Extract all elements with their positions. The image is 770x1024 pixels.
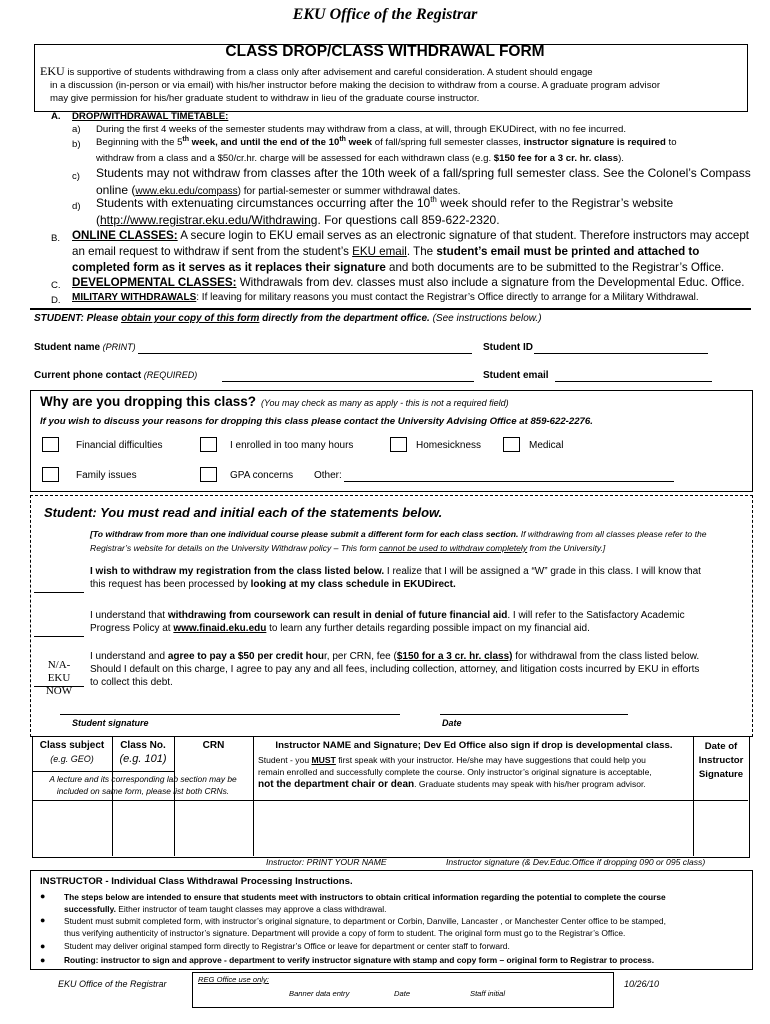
col-instructor-note: Student - you MUST first speak with your instructor. He/she may have suggestions that could help you remain enrolled and successfully complete the course. Only instructor’s original signature is acceptable, not the department chair or dean. Graduate students may speak with his/her program advisor.	[258, 755, 652, 790]
student-name-field[interactable]	[138, 353, 472, 354]
option-family: Family issues	[76, 470, 137, 481]
checkbox-too-many-hours[interactable]	[200, 437, 217, 452]
bullet-1: ●	[40, 891, 46, 901]
student-signature-label: Student signature	[72, 718, 149, 728]
na-eku-now: N/A- EKU NOW	[45, 659, 73, 697]
col-date-of-signature: Date of Instructor Signature	[698, 741, 744, 780]
row-divider-subject	[32, 771, 112, 772]
a-item-d-line2: (http://www.registrar.eku.edu/Withdrawing. For questions call 859-622-2320.	[96, 213, 500, 227]
section-b-letter: B.	[51, 233, 61, 244]
lab-note: A lecture and its corresponding lab section may be included on same form, please list both CRNs.	[49, 774, 237, 796]
section-a-title: DROP/WITHDRAWAL TIMETABLE:	[72, 111, 229, 122]
col-subject-eg: (e.g. GEO)	[50, 754, 94, 764]
instruction-4: Routing: instructor to sign and approve - department to verify instructor signature with stamp and copy form – original form to Registrar to process.	[64, 955, 655, 965]
reg-date-label: Date	[394, 989, 411, 998]
instructor-instructions-title: INSTRUCTOR - Individual Class Withdrawal Processing Instructions.	[40, 876, 353, 887]
instruction-1: The steps below are intended to ensure that students meet with instructors to obtain critical information regarding the potential to complete the course successfully. Either instructor of team taught classes may approve a class withdrawal.	[64, 892, 666, 914]
instructor-signature-area[interactable]	[254, 801, 693, 856]
option-too-many-hours: I enrolled in too many hours	[230, 440, 354, 451]
checkbox-gpa[interactable]	[200, 467, 217, 482]
compass-link[interactable]: www.eku.edu/compass	[135, 186, 238, 197]
bullet-4: ●	[40, 955, 46, 965]
why-discuss: If you wish to discuss your reasons for dropping this class please contact the University Advising Office at 859-622-2276.	[40, 416, 593, 427]
a-item-b-line2: withdraw from a class and a $50/cr.hr. charge will be assessed for each withdrawn class (e.g. $150 fee for a 3 cr. hr. class).	[96, 153, 624, 164]
col-class-no: Class No.	[120, 740, 166, 751]
checkbox-financial[interactable]	[42, 437, 59, 452]
a-item-d-text: Students with extenuating circumstances occurring after the 10th week should refer to the Registrar’s website	[96, 195, 674, 210]
divider	[30, 308, 751, 310]
student-date-field[interactable]	[440, 714, 628, 715]
why-title: Why are you dropping this class?	[40, 394, 257, 409]
initial-field-1[interactable]	[34, 592, 84, 593]
col-class-no-eg: (e.g. 101)	[119, 753, 167, 765]
why-hint: (You may check as many as apply - this is not a required field)	[261, 398, 509, 408]
initial-field-2[interactable]	[34, 636, 84, 637]
finaid-link[interactable]: www.finaid.eku.edu	[173, 623, 267, 634]
a-item-a-letter: a)	[72, 124, 81, 135]
a-item-a-text: During the first 4 weeks of the semester students may withdraw from a class, at will, through EKUDirect, with no fee incurred.	[96, 124, 627, 135]
print-name-label: Instructor: PRINT YOUR NAME	[266, 857, 387, 867]
a-item-b-letter: b)	[72, 139, 81, 150]
staff-initial-label: Staff initial	[470, 989, 506, 998]
instructor-signature-label: Instructor signature (& Dev.Educ.Office if dropping 090 or 095 class)	[446, 857, 706, 867]
footer-office: EKU Office of the Registrar	[58, 979, 167, 989]
reg-office-use-label: REG Office use only:	[198, 975, 269, 984]
option-homesickness: Homesickness	[416, 440, 482, 451]
section-c-text: DEVELOPMENTAL CLASSES: Withdrawals from dev. classes must also include a signature from the Developmental Educ. Office.	[72, 276, 745, 289]
section-d-letter: D.	[51, 295, 61, 306]
checkbox-homesickness[interactable]	[390, 437, 407, 452]
email-field[interactable]	[555, 381, 712, 382]
section-c-letter: C.	[51, 280, 61, 291]
option-gpa: GPA concerns	[230, 470, 294, 481]
col-subject: Class subject	[39, 740, 105, 751]
a-item-d-letter: d)	[72, 201, 81, 212]
other-field[interactable]	[344, 481, 674, 482]
row-divider-classno	[112, 771, 174, 772]
statement-3: I understand and agree to pay a $50 per credit hour, per CRN, fee ($150 for a 3 cr. hr. class) for withdrawal from the class listed below. Should I default on this charge, I agree to pay any and all fees, including collection, attorney, and litigation costs incurred by EKU in efforts to collect this debt.	[90, 651, 700, 688]
a-item-b-text: Beginning with the 5th week, and until the end of the 10th week of fall/spring full semester classes, instructor signature is required to	[96, 136, 677, 149]
bullet-3: ●	[40, 941, 46, 951]
instruction-3: Student may deliver original stamped form directly to Registrar’s Office or leave for department or center staff to forward.	[64, 941, 510, 951]
phone-label: Current phone contact (REQUIRED)	[34, 370, 198, 381]
student-id-field[interactable]	[534, 353, 708, 354]
section-d-text: MILITARY WITHDRAWALS: If leaving for military reasons you must contact the Registrar’s Office directly to arrange for a Military Withdrawal.	[72, 292, 699, 303]
section-b-line3: completed form as it serves as it replaces their signature and both documents are to be submitted to the Registrar’s Office.	[72, 261, 725, 274]
option-other-label: Other:	[314, 470, 342, 481]
option-financial: Financial difficulties	[76, 440, 163, 451]
office-heading: EKU Office of the Registrar	[292, 6, 478, 23]
section-b-text: ONLINE CLASSES: A secure login to EKU email serves as an electronic signature of that student. Therefore instructors may accept	[72, 229, 750, 242]
intro-text: EKU is supportive of students withdrawing from a class only after advisement and careful consideration. A student should engage in a discussion (in-person or via email) with his/her instructor before making the decision to withdraw from a course. A graduate program advisor may give permission for his/her graduate student to withdraw in lieu of the graduate course instructor.	[40, 64, 661, 104]
col-crn: CRN	[202, 740, 225, 751]
col-instructor-title: Instructor NAME and Signature; Dev Ed Office also sign if drop is developmental class.	[275, 740, 673, 751]
a-item-c-letter: c)	[72, 171, 80, 182]
instruction-2: Student must submit completed form, with instructor’s original signature, to department or Corbin, Danville, Lancaster , or Manchester Center office to be stamped, thus verifying authenticity of instructor’s signature. Department will provide a copy of form to student. The original form must go to the Registrar’s Office.	[64, 916, 666, 938]
statements-note-line1: [To withdraw from more than one individual course please submit a different form for each class section. If withdrawing from all classes please refer to the	[90, 529, 707, 539]
initial-field-3[interactable]	[34, 686, 84, 687]
student-signature-field[interactable]	[60, 714, 400, 715]
statements-note-line2: Registrar’s website for details on the University Withdraw policy – This form cannot be used to withdraw completely from the University.]	[90, 543, 606, 553]
student-name-label: Student name (PRINT)	[34, 342, 136, 353]
checkbox-medical[interactable]	[503, 437, 520, 452]
phone-field[interactable]	[222, 381, 474, 382]
withdrawing-link[interactable]: http://www.registrar.eku.edu/Withdrawing	[100, 213, 318, 227]
statements-title: Student: You must read and initial each of the statements below.	[44, 505, 443, 520]
form-revision-date: 10/26/10	[624, 979, 660, 989]
bullet-2: ●	[40, 915, 46, 925]
banner-entry-label: Banner data entry	[289, 989, 350, 998]
section-a-letter: A.	[51, 111, 61, 122]
option-medical: Medical	[529, 440, 564, 451]
crn-input[interactable]	[175, 801, 253, 856]
instructor-date-input[interactable]	[694, 801, 748, 856]
a-item-c-text: Students may not withdraw from classes after the 10th week of a fall/spring full semester class. See the Colonel’s Compass	[96, 166, 751, 180]
section-b-line2: an email request to withdraw if sent from the student’s EKU email. The student’s email must be printed and attached to	[72, 245, 700, 258]
statement-2: I understand that withdrawing from coursework can result in denial of future financial aid. I will refer to the Satisfactory Academic Progress Policy at www.finaid.eku.edu to learn any further details regarding possible impact on my financial aid.	[90, 610, 685, 634]
class-no-input[interactable]	[113, 801, 174, 856]
class-subject-input[interactable]	[32, 801, 112, 856]
a-item-c-line2: online (www.eku.edu/compass) for partial-semester or summer withdrawal dates.	[96, 183, 461, 197]
student-date-label: Date	[442, 718, 462, 728]
statement-1: I wish to withdraw my registration from the class listed below. I realize that I will be assigned a “W” grade in this class. I will know that this request has been processed by looking at my class schedule in EKUDirect.	[90, 566, 701, 590]
student-id-label: Student ID	[483, 342, 533, 353]
email-label: Student email	[483, 370, 549, 381]
checkbox-family[interactable]	[42, 467, 59, 482]
form-title: CLASS DROP/CLASS WITHDRAWAL FORM	[225, 43, 545, 60]
student-note: STUDENT: Please obtain your copy of this form directly from the department office. (See instructions below.)	[34, 313, 542, 324]
